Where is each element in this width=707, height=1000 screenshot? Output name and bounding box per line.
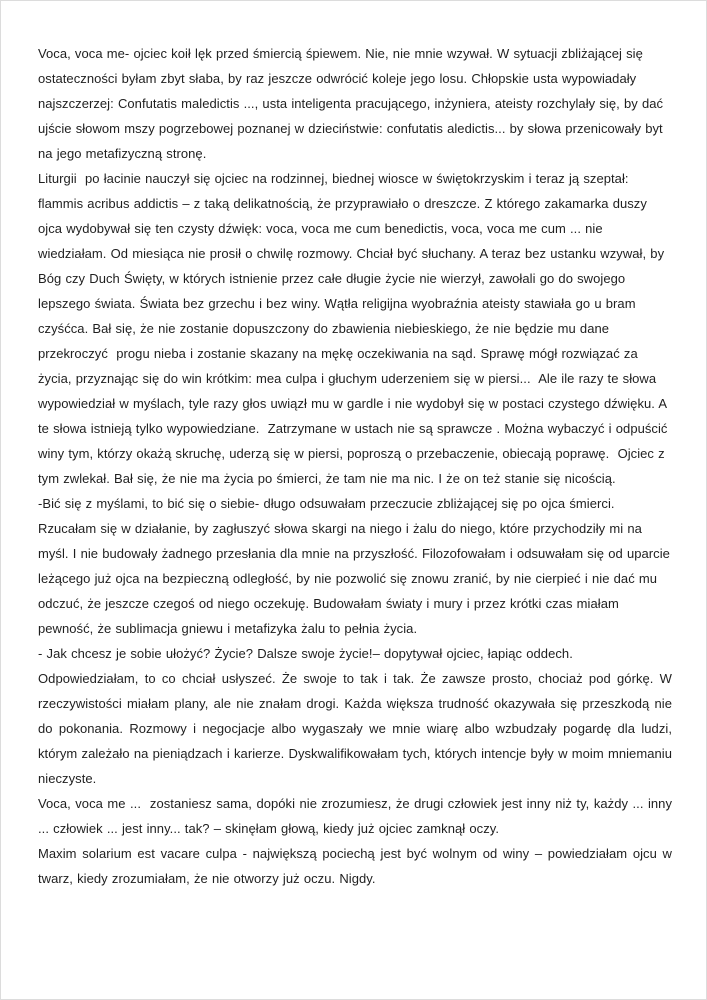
paragraph: Odpowiedziałam, to co chciał usłyszeć. Że swoje to tak i tak. Że zawsze prosto, chociaż pod górkę. W rzeczywistości miałam plany, ale nie znałam drogi. Każda większa trudność okazywała się przeszkodą nie do pokonania. Rozmowy i negocjacje albo wygaszały we mnie wiarę albo wzbudzały pogardę dla ludzi, którym zależało na pieniądzach i karierze. Dyskwalifikowałam tych, których intencje były w moim mniemaniu nieczyste. (38, 671, 677, 786)
document-text-block (38, 41, 677, 891)
paragraph: -Bić się z myślami, to bić się o siebie- długo odsuwałam przeczucie zbliżającej się po ojca śmierci. Rzucałam się w działanie, by zagłuszyć słowa skargi na niego i żalu do niego, które przychodziły mi na myśl. I nie budowały żadnego przesłania dla mnie na przyszłość. Filozofowałam i odsuwałam się od uparcie leżącego już ojca na bezpieczną odległość, by nie pozwolić się znowu zranić, by nie cierpieć i nie dać mu odczuć, że jeszcze czegoś od niego oczekuję. Budowałam światy i mury i przez krótki czas miałam pewność, że sublimacja gniewu i metafizyka żalu to pełnia życia. (38, 496, 675, 636)
paragraph: Voca, voca me ... zostaniesz sama, dopóki nie zrozumiesz, że drugi człowiek jest inny niż ty, każdy ... inny ... człowiek ... jest inny... tak? – skinęłam głową, kiedy już ojciec zamknął oczy. (38, 796, 677, 836)
paragraph: Maxim solarium est vacare culpa - największą pociechą jest być wolnym od winy – powiedziałam ojcu w twarz, kiedy zrozumiałam, że nie otworzy już oczu. Nigdy. (38, 846, 677, 886)
paragraph: - Jak chcesz je sobie ułożyć? Życie? Dalsze swoje życie!– dopytywał ojciec, łapiąc oddech. (38, 646, 573, 661)
paragraph: Voca, voca me- ojciec koił lęk przed śmiercią śpiewem. Nie, nie mnie wzywał. W sytuacji zbliżającej się ostateczności byłam zbyt słaba, by raz jeszcze odwrócić koleje jego losu. Chłopskie usta wypowiadały najszczerzej: Confutatis maledictis ..., usta inteligenta pracującego, inżyniera, ateisty rozchylały się, by dać ujście słowom mszy pogrzebowej poznanej w dzieciństwie: confutatis aledictis... by słowa przenicowały byt na jego metafizyczną stronę. (38, 46, 668, 161)
paragraph: Liturgii po łacinie nauczył się ojciec na rodzinnej, biednej wiosce w świętokrzyskim i teraz ją szeptał: flammis acribus addictis – z taką delikatnością, że przyprawiało o dreszcze. Z którego zakamarka duszy ojca wydobywał się ten czysty dźwięk: voca, voca me cum benedictis, voca, voca me cum ... nie wiedziałam. Od miesiąca nie prosił o chwilę rozmowy. Chciał być słuchany. A teraz bez ustanku wzywał, by Bóg czy Duch Święty, w których istnienie przez całe długie życie nie wierzył, zawołali go do swojego lepszego świata. Świata bez grzechu i bez winy. Wątła religijna wyobraźnia ateisty stawiała go u bram czyśćca. Bał się, że nie zostanie dopuszczony do zbawienia niebieskiego, że nie będzie mu dane przekroczyć progu nieba i zostanie skazany na mękę oczekiwania na sąd. Sprawę mógł rozwiązać za życia, przyznając się do win krótkim: mea culpa i głuchym uderzeniem się w piersi... Ale ile razy te słowa wypowiedział w myślach, tyle razy głos uwiązł mu w gardle i nie wydobył się w postaci czystego dźwięku. A te słowa istnieją tylko wypowiedziane. Zatrzymane w ustach nie są sprawcze . Można wybaczyć i odpuścić winy tym, którzy okażą skruchę, uderzą się w piersi, poproszą o przebaczenie, obiecają poprawę. Ojciec z tym zwlekał. Bał się, że nie ma życia po śmierci, że tam nie ma nic. I że on też stanie się nicością. (38, 171, 672, 486)
